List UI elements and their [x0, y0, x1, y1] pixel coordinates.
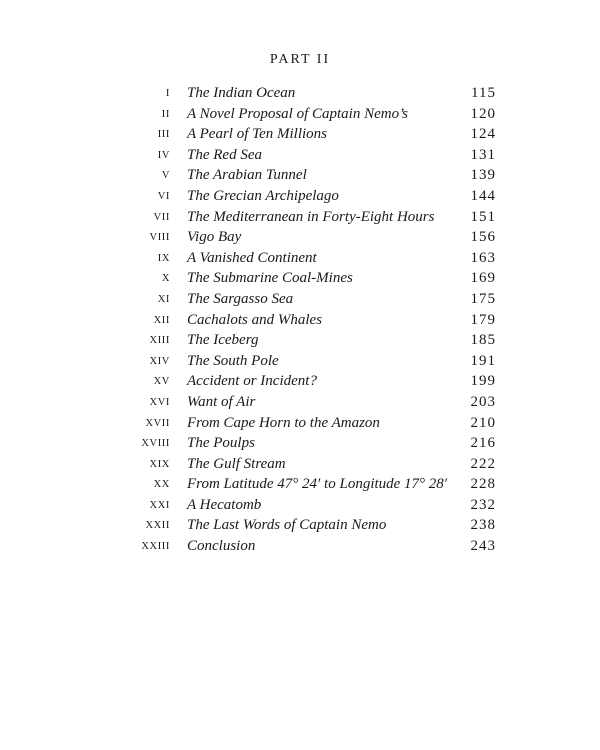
chapter-numeral: XIII [149, 335, 170, 347]
toc-entry[interactable] [0, 104, 600, 125]
chapter-numeral: XXII [145, 520, 170, 532]
chapter-title[interactable]: A Vanished Continent [187, 249, 317, 266]
toc-entry[interactable] [0, 165, 600, 186]
toc-entry[interactable] [0, 310, 600, 331]
chapter-numeral: I [165, 88, 170, 99]
chapter-numeral: V [161, 170, 170, 182]
toc-entry[interactable] [0, 413, 600, 434]
chapter-numeral: XV [153, 376, 170, 388]
chapter-numeral: III [157, 129, 170, 141]
chapter-title[interactable]: The Red Sea [187, 146, 262, 163]
toc-entry[interactable] [0, 474, 600, 495]
chapter-title[interactable]: The Gulf Stream [187, 455, 286, 472]
chapter-page-number: 199 [470, 373, 496, 390]
chapter-page-number: 163 [470, 249, 496, 266]
toc-entry[interactable] [0, 515, 600, 536]
toc-entry[interactable] [0, 392, 600, 413]
chapter-page-number: 115 [471, 85, 496, 101]
chapter-title[interactable]: Cachalots and Whales [187, 311, 322, 328]
chapter-title[interactable]: Accident or Incident? [187, 373, 317, 390]
chapter-numeral: XIX [149, 458, 170, 470]
chapter-numeral: II [161, 108, 170, 120]
chapter-title[interactable]: The Iceberg [187, 332, 259, 349]
chapter-title[interactable]: From Cape Horn to the Amazon [187, 414, 380, 431]
chapter-page-number: 144 [470, 187, 496, 204]
chapter-page-number: 120 [470, 105, 496, 122]
chapter-numeral: XVIII [141, 438, 170, 450]
chapter-title[interactable]: Want of Air [187, 393, 256, 410]
chapter-page-number: 151 [470, 208, 496, 225]
toc-entry[interactable] [0, 454, 600, 475]
chapter-numeral: XXIII [141, 541, 170, 553]
chapter-title[interactable]: The Poulps [187, 435, 255, 452]
chapter-page-number: 243 [470, 538, 496, 555]
chapter-numeral: VII [153, 211, 170, 223]
chapter-numeral: IV [157, 149, 170, 161]
chapter-title[interactable]: The Arabian Tunnel [187, 167, 307, 184]
chapter-numeral: XIV [149, 355, 170, 367]
chapter-title[interactable]: The Indian Ocean [187, 85, 296, 101]
chapter-page-number: 185 [470, 332, 496, 349]
toc-entry[interactable] [0, 145, 600, 166]
toc-entry[interactable] [0, 268, 600, 289]
chapter-numeral: VIII [149, 232, 170, 244]
toc-entry[interactable] [0, 124, 600, 145]
toc-entry[interactable] [0, 351, 600, 372]
chapter-page-number: 179 [470, 311, 496, 328]
chapter-page-number: 216 [470, 435, 496, 452]
chapter-numeral: XXI [149, 499, 170, 511]
toc-entry[interactable] [0, 371, 600, 392]
chapter-numeral: X [161, 273, 170, 285]
chapter-numeral: XI [157, 293, 170, 305]
chapter-numeral: XX [153, 479, 170, 491]
toc-entry[interactable] [0, 330, 600, 351]
chapter-title[interactable]: The Grecian Archipelago [187, 187, 339, 204]
table-of-contents [0, 83, 600, 557]
chapter-numeral: IX [157, 252, 170, 264]
chapter-title[interactable]: The South Pole [187, 352, 279, 369]
chapter-title[interactable]: From Latitude 47° 24′ to Longitude 17° 28′ [187, 476, 448, 493]
chapter-title[interactable]: The Sargasso Sea [187, 290, 294, 307]
chapter-title[interactable]: The Submarine Coal-Mines [187, 270, 353, 287]
chapter-page-number: 238 [470, 517, 496, 534]
part-heading: PART II [269, 52, 331, 67]
chapter-title[interactable]: Vigo Bay [187, 229, 242, 246]
chapter-title[interactable]: The Last Words of Captain Nemo [187, 517, 387, 534]
toc-entry[interactable] [0, 186, 600, 207]
toc-entry[interactable] [0, 248, 600, 269]
chapter-page-number: 131 [470, 146, 496, 163]
chapter-numeral: XVI [149, 396, 170, 408]
chapter-numeral: VI [157, 190, 170, 202]
toc-entry[interactable] [0, 289, 600, 310]
toc-entry[interactable] [0, 433, 600, 454]
toc-entry[interactable] [0, 536, 600, 557]
chapter-title[interactable]: Conclusion [187, 538, 256, 555]
toc-entry[interactable] [0, 495, 600, 516]
chapter-title[interactable]: A Novel Proposal of Captain Nemo’s [187, 105, 408, 122]
chapter-page-number: 222 [470, 455, 496, 472]
chapter-title[interactable]: The Mediterranean in Forty-Eight Hours [187, 208, 435, 225]
chapter-page-number: 139 [470, 167, 496, 184]
chapter-numeral: XII [153, 314, 170, 326]
chapter-numeral: XVII [145, 417, 170, 429]
chapter-title[interactable]: A Pearl of Ten Millions [187, 126, 328, 143]
toc-entry[interactable] [0, 227, 600, 248]
chapter-page-number: 210 [470, 414, 496, 431]
chapter-page-number: 203 [470, 393, 496, 410]
chapter-page-number: 232 [470, 496, 496, 513]
chapter-page-number: 191 [470, 352, 496, 369]
chapter-page-number: 156 [470, 229, 496, 246]
chapter-title[interactable]: A Hecatomb [187, 496, 262, 513]
chapter-page-number: 228 [470, 476, 496, 493]
chapter-page-number: 124 [470, 126, 496, 143]
toc-entry[interactable] [0, 207, 600, 228]
chapter-page-number: 175 [470, 290, 496, 307]
chapter-page-number: 169 [470, 270, 496, 287]
toc-entry[interactable] [0, 83, 600, 104]
